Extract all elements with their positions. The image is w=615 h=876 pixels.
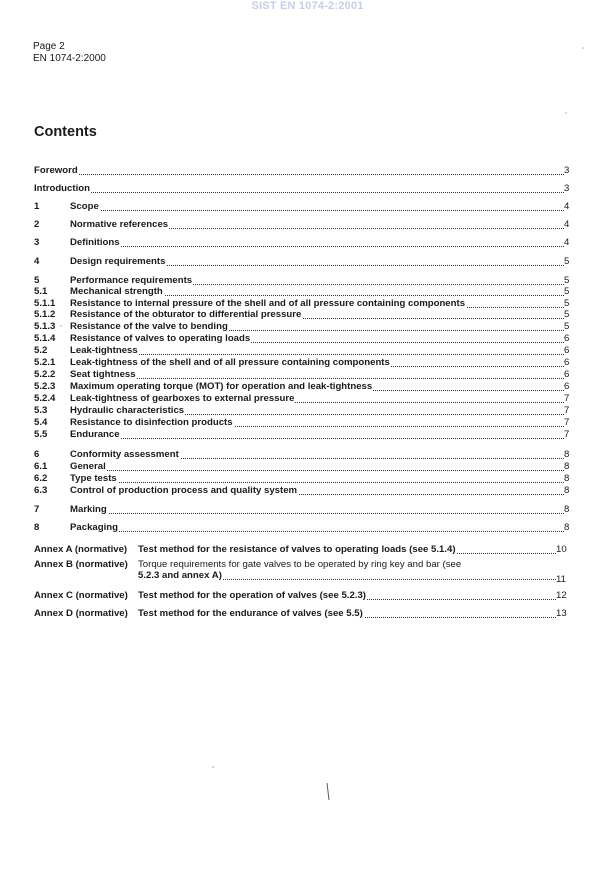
toc-title: Resistance of the obturator to differential pressure — [70, 309, 302, 320]
toc-title: Introduction — [34, 183, 90, 194]
watermark: SIST EN 1074-2:2001 — [251, 0, 364, 12]
standard-number: EN 1074-2:2000 — [33, 53, 106, 64]
toc-number: 5.2.1 — [34, 357, 56, 368]
toc-title: Conformity assessment — [70, 449, 179, 460]
toc-number: 5.1.3 — [34, 321, 56, 332]
toc-title: Test method for the resistance of valves to operating loads (see 5.1.4) — [138, 544, 456, 555]
toc-title: Resistance of valves to operating loads — [70, 333, 251, 344]
toc-title: Leak-tightness of gearboxes to external pressure — [70, 393, 295, 404]
scan-dot — [60, 325, 62, 327]
toc-title: Test method for the operation of valves (see 5.2.3) — [138, 590, 366, 601]
toc-page: 4 — [564, 219, 570, 230]
toc-page: 8 — [564, 461, 570, 472]
toc-number: 5.2.4 — [34, 393, 56, 404]
toc-title: Seat tightness — [70, 369, 136, 380]
toc-page: 6 — [564, 333, 570, 344]
toc-page: 8 — [564, 522, 570, 533]
toc-title-line2: 5.2.3 and annex A) — [138, 570, 222, 581]
toc-title: Hydraulic characteristics — [70, 405, 185, 416]
toc-number: Annex C (normative) — [34, 590, 128, 601]
toc-number: 1 — [34, 201, 40, 212]
toc-number: Annex D (normative) — [34, 608, 128, 619]
toc-title: Definitions — [70, 237, 120, 248]
toc-page: 13 — [556, 608, 567, 619]
page-title: Contents — [34, 124, 97, 140]
toc-page: 5 — [564, 309, 570, 320]
toc-number: 2 — [34, 219, 40, 230]
toc-title: Design requirements — [70, 256, 166, 267]
toc-page: 7 — [564, 405, 570, 416]
toc-page: 6 — [564, 369, 570, 380]
toc-page: 3 — [564, 183, 570, 194]
toc-number: 5.1.2 — [34, 309, 56, 320]
toc-page: 4 — [564, 201, 570, 212]
toc-page: 5 — [564, 275, 570, 286]
toc-title: Leak-tightness — [70, 345, 138, 356]
toc-number: 5.5 — [34, 429, 48, 440]
toc-number: 5.1.4 — [34, 333, 56, 344]
toc-page: 7 — [564, 393, 570, 404]
toc-page: 5 — [564, 286, 570, 297]
toc-number: 5 — [34, 275, 40, 286]
toc-page: 12 — [556, 590, 567, 601]
scan-mark — [327, 783, 329, 800]
toc-title: Marking — [70, 504, 107, 515]
toc-page: 8 — [564, 473, 570, 484]
toc-title: Resistance of the valve to bending — [70, 321, 228, 332]
toc-page: 5 — [564, 321, 570, 332]
scan-dot — [212, 766, 214, 768]
toc-title-line1: Torque requirements for gate valves to be operated by ring key and bar (see — [138, 559, 462, 570]
toc-number: 5.3 — [34, 405, 48, 416]
toc-title: General — [70, 461, 106, 472]
toc-page: 8 — [564, 504, 570, 515]
toc-number: 6.1 — [34, 461, 48, 472]
toc-page: 10 — [556, 544, 567, 555]
toc-page: 5 — [564, 256, 570, 267]
toc-page: 6 — [564, 357, 570, 368]
toc-page: 6 — [564, 345, 570, 356]
scan-dot — [582, 47, 584, 49]
toc-title: Maximum operating torque (MOT) for operation and leak-tightness — [70, 381, 373, 392]
toc-title: Resistance to disinfection products — [70, 417, 233, 428]
toc-title: Normative references — [70, 219, 169, 230]
toc-title: Performance requirements — [70, 275, 193, 286]
toc-number: 5.1 — [34, 286, 48, 297]
toc-number: 6.3 — [34, 485, 48, 496]
toc-number: 6 — [34, 449, 40, 460]
toc-title: Packaging — [70, 522, 118, 533]
toc-number: Annex B (normative) — [34, 559, 128, 570]
toc-page: 7 — [564, 417, 570, 428]
toc-page: 5 — [564, 298, 570, 309]
toc-number: 5.4 — [34, 417, 48, 428]
toc-page: 8 — [564, 485, 570, 496]
toc-title: Foreword — [34, 165, 78, 176]
toc-page: 6 — [564, 381, 570, 392]
page-number: Page 2 — [33, 41, 65, 52]
toc-title: Control of production process and quality system — [70, 485, 298, 496]
toc-number: 8 — [34, 522, 40, 533]
toc-title: Endurance — [70, 429, 120, 440]
toc-title: Mechanical strength — [70, 286, 163, 297]
toc-number: 7 — [34, 504, 40, 515]
toc-title: Scope — [70, 201, 99, 212]
toc-title: Test method for the endurance of valves (see 5.5) — [138, 608, 363, 619]
toc-number: 5.2.3 — [34, 381, 56, 392]
toc-number: 5.1.1 — [34, 298, 56, 309]
toc-title: Type tests — [70, 473, 117, 484]
toc-page: 8 — [564, 449, 570, 460]
toc-number: 5.2 — [34, 345, 48, 356]
scan-dot — [565, 112, 567, 114]
toc-number: 4 — [34, 256, 40, 267]
toc-number: Annex A (normative) — [34, 544, 128, 555]
toc-page: 4 — [564, 237, 570, 248]
toc-title: Leak-tightness of the shell and of all pressure containing components — [70, 357, 390, 368]
toc-page: 3 — [564, 165, 570, 176]
toc-page: 11 — [556, 574, 566, 585]
toc-title: Resistance to internal pressure of the shell and of all pressure containing components — [70, 298, 466, 309]
toc-number: 6.2 — [34, 473, 48, 484]
toc-page: 7 — [564, 429, 570, 440]
toc-number: 3 — [34, 237, 40, 248]
toc-number: 5.2.2 — [34, 369, 56, 380]
